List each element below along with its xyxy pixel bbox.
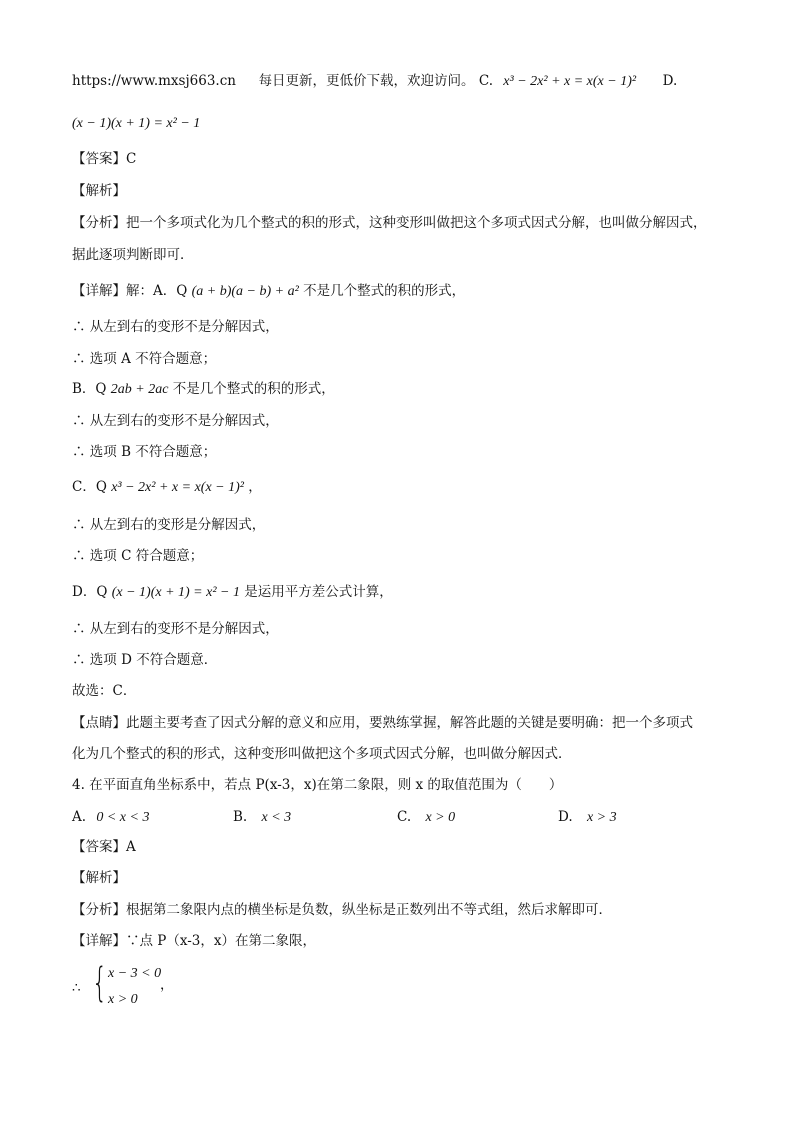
b-prefix: B．Q: [72, 381, 107, 397]
d-conclusion1: ∴ 从左到右的变形不是分解因式，: [72, 621, 279, 637]
q4-detail: 【详解】∵点 P（x-3，x）在第二象限，: [72, 933, 317, 949]
q3-fenxi-line2: 据此逐项判断即可．: [72, 247, 194, 263]
option-label: C.: [397, 809, 412, 825]
option-math: x > 0: [425, 810, 456, 825]
b-math: 2ab + 2ac: [110, 382, 169, 397]
system-suffix: ，: [160, 977, 174, 993]
a-conclusion2: ∴ 选项 A 不符合题意；: [72, 351, 217, 367]
option-c-math: x³ − 2x² + x = x(x − 1)²: [503, 74, 637, 89]
therefore-symbol: ∴: [72, 980, 81, 996]
q4-option-b: [233, 808, 291, 827]
q3-detail-c: [72, 478, 262, 497]
site-url: https://www.mxsj663.cn: [72, 73, 236, 89]
q3-choice: 故选：C．: [72, 683, 137, 699]
q4-stem: 4. 在平面直角坐标系中，若点 P(x-3，x)在第二象限，则 x 的取值范围为（ ）: [72, 777, 563, 793]
option-math: x > 3: [586, 810, 617, 825]
option-d-label: D.: [662, 73, 678, 89]
detail-prefix: 【详解】解：A．Q: [72, 283, 188, 299]
q3-detail-b: [72, 380, 335, 399]
system-line1: x − 3 < 0: [108, 966, 162, 981]
b-conclusion2: ∴ 选项 B 不符合题意；: [72, 444, 217, 460]
c-conclusion1: ∴ 从左到右的变形是分解因式，: [72, 517, 266, 533]
option-label: D.: [558, 809, 573, 825]
q4-option-a: [72, 808, 149, 827]
q3-dianjing-line2: 化为几个整式的积的形式，这种变形叫做把这个多项式因式分解，也叫做分解因式．: [72, 746, 572, 762]
d-conclusion2: ∴ 选项 D 不符合题意．: [72, 652, 218, 668]
c-suffix: ，: [248, 479, 262, 495]
d-suffix: 是运用平方差公式计算，: [244, 584, 393, 600]
q4-option-c: [397, 808, 455, 827]
q3-analysis-heading: 【解析】: [72, 183, 126, 199]
c-prefix: C．Q: [72, 479, 107, 495]
b-suffix: 不是几个整式的积的形式，: [172, 381, 335, 397]
q4-analysis-heading: 【解析】: [72, 870, 126, 886]
q4-answer: 【答案】A: [72, 839, 136, 855]
option-c-label: C.: [478, 73, 493, 89]
a-conclusion1: ∴ 从左到右的变形不是分解因式，: [72, 319, 279, 335]
option-label: B.: [233, 809, 248, 825]
q3-answer: 【答案】C: [72, 151, 137, 167]
option-math: 0 < x < 3: [96, 810, 150, 825]
q3-detail-d: [72, 583, 393, 602]
option-math: x < 3: [261, 810, 292, 825]
d-math: (x − 1)(x + 1) = x² − 1: [111, 585, 240, 600]
b-conclusion1: ∴ 从左到右的变形不是分解因式，: [72, 413, 279, 429]
system-brace: {: [92, 960, 108, 1006]
header-line: [72, 72, 677, 91]
c-math: x³ − 2x² + x = x(x − 1)²: [111, 480, 244, 495]
q4-option-d: [558, 808, 617, 827]
option-d-math: (x − 1)(x + 1) = x² − 1: [72, 116, 201, 131]
option-label: A.: [72, 809, 87, 825]
q3-detail-a: [72, 282, 465, 301]
site-notice: 每日更新，更低价下载，欢迎访问。: [258, 73, 475, 89]
detail-a-suffix: 不是几个整式的积的形式，: [303, 283, 466, 299]
d-prefix: D．Q: [72, 584, 108, 600]
q4-fenxi: 【分析】根据第二象限内点的横坐标是负数，纵坐标是正数列出不等式组，然后求解即可．: [72, 902, 612, 918]
q3-dianjing-line1: 【点睛】此题主要考查了因式分解的意义和应用，要熟练掌握，解答此题的关键是要明确：把一个多项式: [72, 715, 693, 731]
q3-fenxi-line1: 【分析】把一个多项式化为几个整式的积的形式，这种变形叫做把这个多项式因式分解，也叫做分解因式，: [72, 215, 707, 231]
detail-a-math: (a + b)(a − b) + a²: [191, 284, 299, 299]
system-line2: x > 0: [108, 992, 138, 1007]
c-conclusion2: ∴ 选项 C 符合题意；: [72, 548, 204, 564]
